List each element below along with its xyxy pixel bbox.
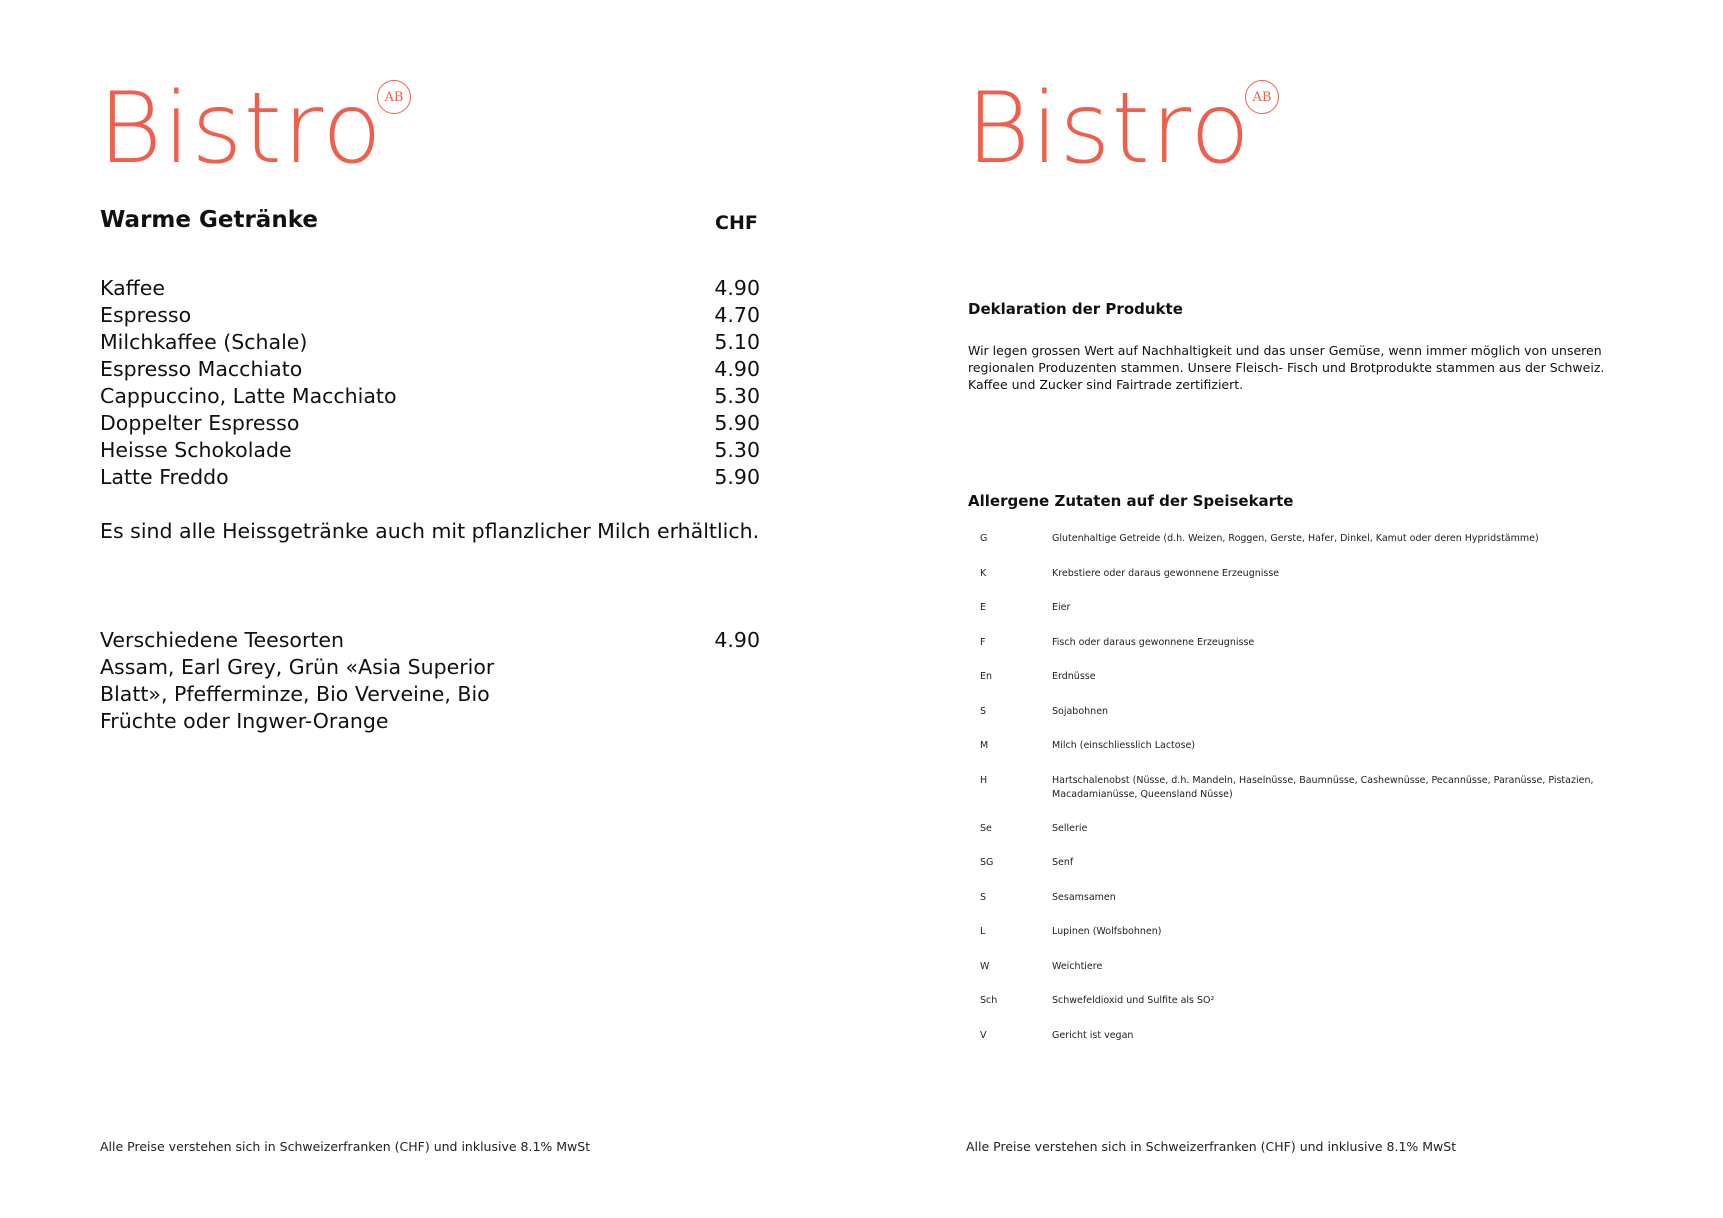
menu-item-name: Doppelter Espresso: [100, 411, 300, 435]
allergen-code: L: [980, 926, 986, 937]
logo-wordmark: Bistro: [98, 72, 383, 186]
allergen-row: [980, 994, 1650, 1029]
menu-item: [100, 410, 760, 437]
allergen-code: E: [980, 602, 987, 613]
bistro-logo: [98, 72, 411, 186]
menu-item-price: 5.30: [714, 384, 760, 408]
logo-wordmark: Bistro: [966, 72, 1251, 186]
menu-item: [100, 464, 760, 491]
menu-item: [100, 329, 760, 356]
allergen-text: Schwefeldioxid und Sulfite als SO²: [1052, 995, 1215, 1006]
tea-description: Assam, Earl Grey, Grün «Asia Superior Blatt», Pfefferminze, Bio Verveine, Bio Früchte oder Ingwer-Orange: [100, 655, 495, 733]
allergen-list: [980, 532, 1650, 1063]
allergen-text: Krebstiere oder daraus gewonnene Erzeugnisse: [1052, 567, 1280, 579]
allergen-text: Erdnüsse: [1052, 671, 1096, 682]
menu-item-price: 4.90: [714, 357, 760, 381]
allergen-code: V: [980, 1029, 987, 1041]
allergen-code: F: [980, 636, 986, 648]
right-declaration-page: [862, 0, 1722, 1218]
allergen-row: [980, 891, 1650, 926]
allergen-text: Fisch oder daraus gewonnene Erzeugnisse: [1052, 636, 1255, 648]
allergen-row: [980, 705, 1650, 740]
declaration-text: Wir legen grossen Wert auf Nachhaltigkeit und das unser Gemüse, wenn immer möglich von unseren regionalen Produzenten stammen. Unsere Fleisch- Fisch und Brotprodukte stammen aus der Schweiz. Kaffee und Zucker sind Fairtrade zertifiziert.: [968, 343, 1605, 392]
allergen-row: [980, 739, 1650, 774]
plant-milk-note: Es sind alle Heissgetränke auch mit pflanzlicher Milch erhältlich.: [100, 519, 760, 543]
menu-item-name: Kaffee: [100, 276, 165, 300]
allergen-text: Glutenhaltige Getreide (d.h. Weizen, Roggen, Gerste, Hafer, Dinkel, Kamut oder deren Hypridstämme): [1052, 533, 1539, 544]
allergen-code: K: [980, 567, 987, 579]
menu-item-name: Cappuccino, Latte Macchiato: [100, 384, 397, 408]
allergen-text: Senf: [1052, 857, 1074, 868]
allergen-code: Sch: [980, 995, 998, 1006]
allergen-code: H: [980, 774, 988, 786]
menu-item-price: 5.30: [714, 438, 760, 462]
allergen-code: S: [980, 891, 987, 903]
allergen-row: [980, 822, 1650, 857]
allergen-code: M: [980, 740, 989, 751]
allergen-row: [980, 636, 1650, 671]
allergen-code: Se: [980, 822, 992, 834]
allergen-row: [980, 856, 1650, 891]
allergen-code: En: [980, 671, 993, 682]
menu-item: [100, 437, 760, 464]
allergen-text: Weichtiere: [1052, 960, 1103, 972]
logo-seal-icon: AB: [1245, 80, 1279, 114]
tea-name: Verschiedene Teesorten: [100, 628, 345, 652]
menu-item-price: 5.10: [714, 330, 760, 354]
allergen-code: G: [980, 533, 988, 544]
allergen-row: [980, 960, 1650, 995]
allergen-text: Lupinen (Wolfsbohnen): [1052, 926, 1162, 937]
allergen-text: Sojabohnen: [1052, 705, 1109, 717]
menu-item-price: 4.70: [714, 303, 760, 327]
price-footer: Alle Preise verstehen sich in Schweizerfranken (CHF) und inklusive 8.1% MwSt: [100, 1139, 591, 1154]
allergen-text: Hartschalenobst (Nüsse, d.h. Mandeln, Haselnüsse, Baumnüsse, Cashewnüsse, Pecannüsse, Paranüsse, Pistazien, Macadamianüsse, Queensland Nüsse): [1052, 774, 1594, 800]
menu-item-name: Milchkaffee (Schale): [100, 330, 308, 354]
menu-item-price: 4.90: [714, 276, 760, 300]
allergen-row: [980, 567, 1650, 602]
allergen-row: [980, 670, 1650, 705]
menu-item-name: Espresso Macchiato: [100, 357, 303, 381]
menu-item-name: Heisse Schokolade: [100, 438, 292, 462]
menu-item-price: 5.90: [714, 465, 760, 489]
allergen-row: [980, 601, 1650, 636]
allergen-text: Sellerie: [1052, 822, 1088, 834]
menu-item: [100, 383, 760, 410]
allergen-code: SG: [980, 857, 994, 868]
allergen-text: Milch (einschliesslich Lactose): [1052, 740, 1196, 751]
allergen-code: S: [980, 705, 987, 717]
currency-header: CHF: [715, 212, 758, 234]
declaration-title: Deklaration der Produkte: [968, 300, 1183, 318]
menu-item-name: Latte Freddo: [100, 465, 229, 489]
logo-seal-icon: AB: [377, 80, 411, 114]
allergen-text: Sesamsamen: [1052, 891, 1116, 903]
tea-price: 4.90: [714, 628, 760, 652]
menu-item: [100, 356, 760, 383]
price-footer: Alle Preise verstehen sich in Schweizerfranken (CHF) und inklusive 8.1% MwSt: [966, 1139, 1457, 1154]
allergen-row: [980, 925, 1650, 960]
tea-item: [100, 627, 760, 735]
allergen-row: [980, 774, 1650, 822]
allergen-code: W: [980, 960, 990, 972]
menu-item-name: Espresso: [100, 303, 192, 327]
menu-item: [100, 275, 760, 302]
menu-list: [100, 275, 760, 491]
allergen-row: [980, 532, 1650, 567]
allergen-text: Gericht ist vegan: [1052, 1029, 1134, 1041]
left-menu-page: [0, 0, 860, 1218]
allergen-row: [980, 1029, 1650, 1064]
bistro-logo: [966, 72, 1279, 186]
section-title: Warme Getränke: [100, 207, 318, 233]
allergen-text: Eier: [1052, 602, 1071, 613]
allergen-title: Allergene Zutaten auf der Speisekarte: [968, 492, 1294, 510]
menu-item-price: 5.90: [714, 411, 760, 435]
menu-item: [100, 302, 760, 329]
